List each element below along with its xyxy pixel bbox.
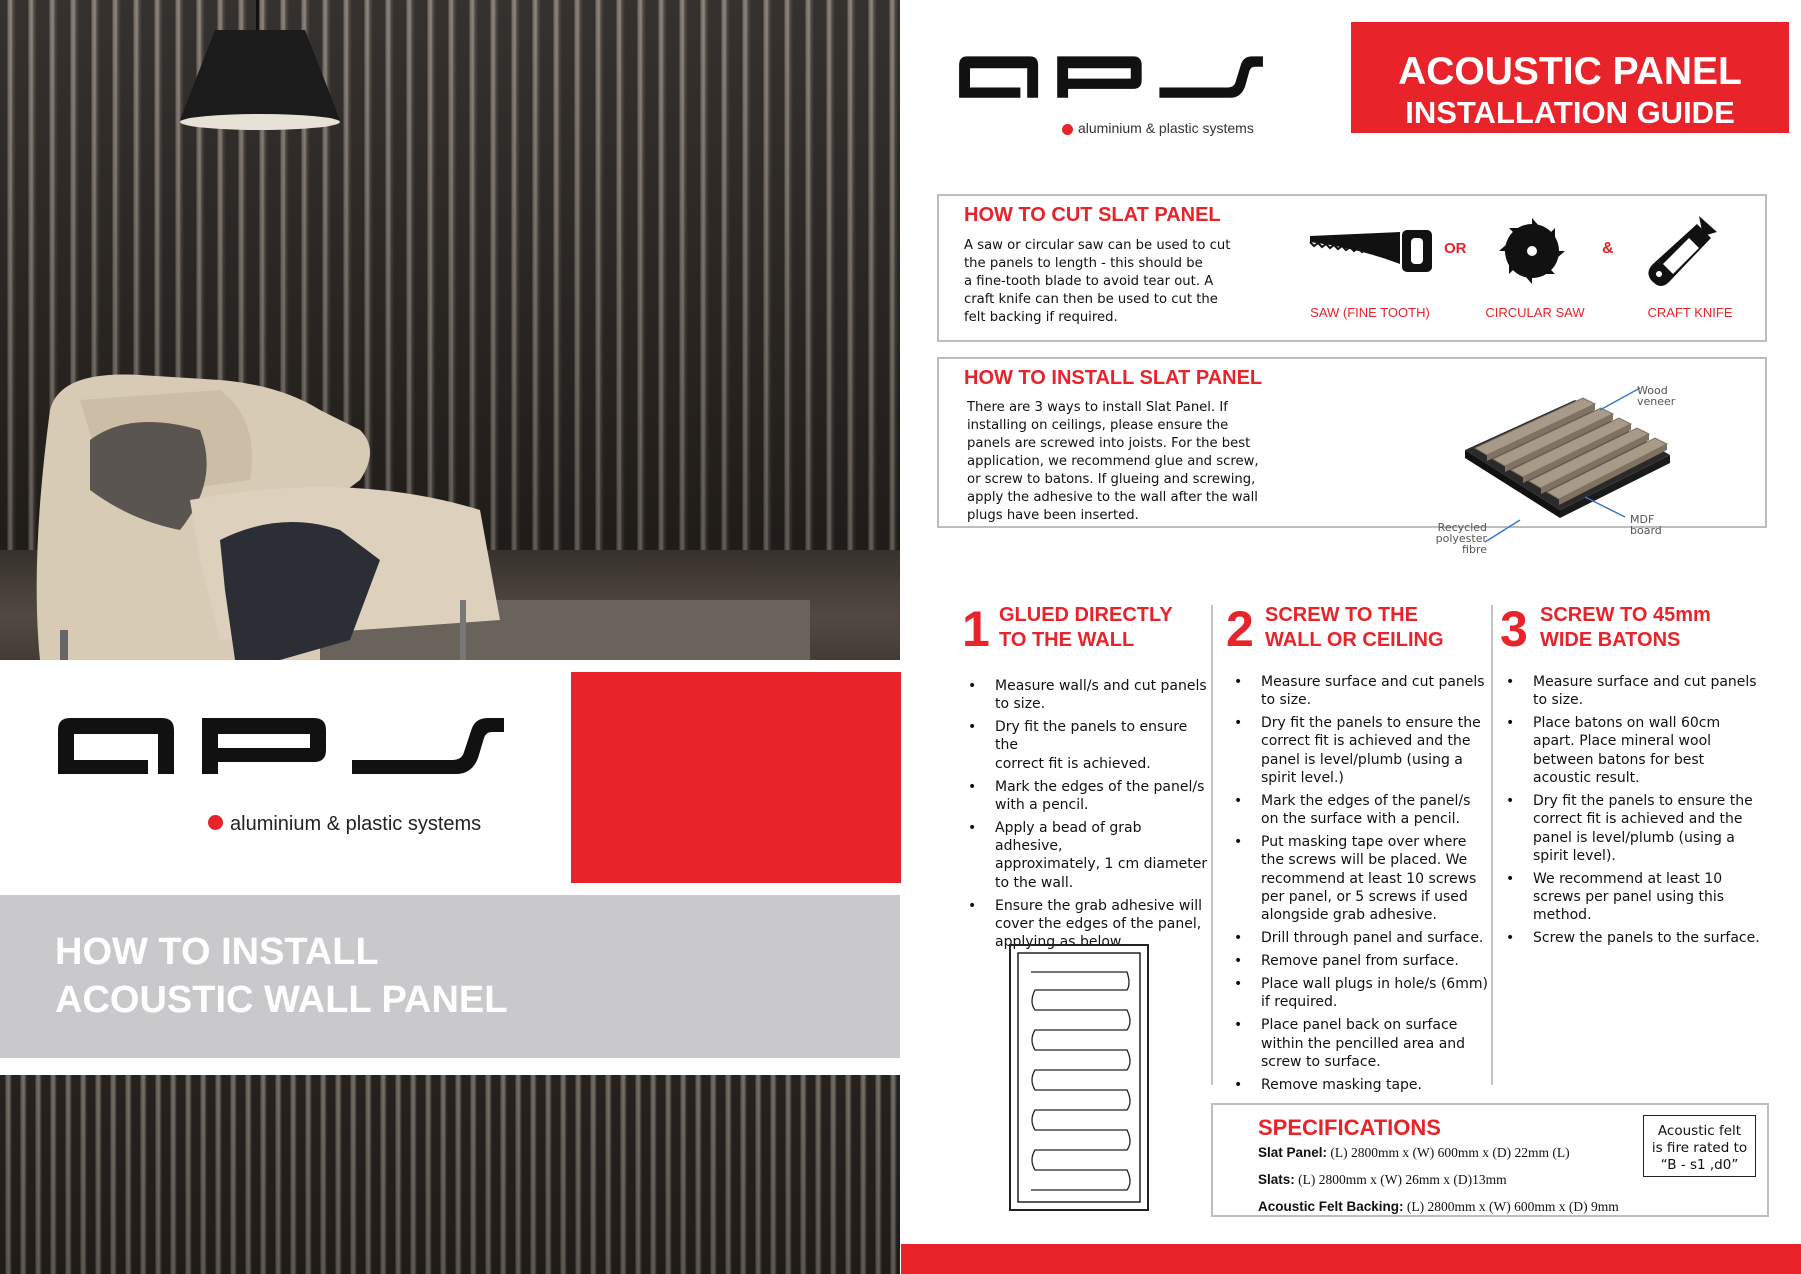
tool-label-craft-knife: CRAFT KNIFE xyxy=(1647,305,1733,320)
column-divider xyxy=(1211,605,1213,1085)
aps-logo-icon xyxy=(955,52,1265,100)
circular-saw-blade-icon xyxy=(1497,216,1567,286)
guide-title-line2: INSTALLATION GUIDE xyxy=(1405,95,1735,130)
tool-label-circular-saw: CIRCULAR SAW xyxy=(1485,305,1585,320)
pendant-lamp-icon xyxy=(175,28,345,138)
column-divider xyxy=(1491,605,1493,1085)
cover-red-block xyxy=(571,672,901,883)
step-1-title: GLUED DIRECTLY TO THE WALL xyxy=(999,604,1173,651)
step-3-number: 3 xyxy=(1500,601,1528,657)
spec-row-slat-panel: Slat Panel: (L) 2800mm x (W) 600mm x (D) 22mm (L) xyxy=(1258,1145,1570,1160)
step-2-item: • Place wall plugs in hole/s (6mm) if required. xyxy=(1231,975,1491,1012)
step-2-title: SCREW TO THE WALL OR CEILING xyxy=(1265,604,1444,651)
cover-title xyxy=(55,928,755,1024)
step-3-item: • Place batons on wall 60cm apart. Place mineral wool between batons for best acoustic result. xyxy=(1503,714,1773,787)
step-1-item: • Ensure the grab adhesive will cover the edges of the panel, applying as below. xyxy=(965,897,1210,952)
step-3-list xyxy=(1503,673,1773,952)
step-2-item: • Remove panel from surface. xyxy=(1231,952,1491,970)
label-wood-veneer: Wood veneer xyxy=(1637,384,1676,408)
step-2-number: 2 xyxy=(1226,601,1254,657)
brand-red-dot xyxy=(208,815,223,830)
craft-knife-icon xyxy=(1643,214,1723,290)
or-connector: OR xyxy=(1444,240,1467,257)
spec-row-felt-backing: Acoustic Felt Backing: (L) 2800mm x (W) 600mm x (D) 9mm xyxy=(1258,1199,1619,1214)
step-2-item: • Dry fit the panels to ensure the correct fit is achieved and the panel is level/plumb (using a spirit level.) xyxy=(1231,714,1491,787)
step-2-item: • Measure surface and cut panels to size. xyxy=(1231,673,1491,710)
footer-red-band xyxy=(901,1244,1801,1274)
cut-section-title: HOW TO CUT SLAT PANEL xyxy=(964,204,1221,226)
tool-label-saw: SAW (FINE TOOTH) xyxy=(1310,305,1430,320)
install-section-title: HOW TO INSTALL SLAT PANEL xyxy=(964,367,1263,389)
guide-title-line1: ACOUSTIC PANEL xyxy=(1398,50,1742,93)
header-logo-subtitle: aluminium & plastic systems xyxy=(1078,120,1254,136)
guide-title-box xyxy=(1351,22,1789,133)
step-2-item: • Drill through panel and surface. xyxy=(1231,929,1491,947)
hand-saw-icon xyxy=(1308,228,1432,274)
slat-panel-diagram xyxy=(1425,380,1765,555)
step-3-item: • We recommend at least 10 screws per panel using this method. xyxy=(1503,870,1773,925)
and-connector: & xyxy=(1602,240,1614,257)
step-3-item: • Dry fit the panels to ensure the correct fit is achieved and the panel is level/plumb (using a spirit level). xyxy=(1503,792,1773,865)
label-recycled-polyester-fibre: Recycled polyester fibre xyxy=(1435,521,1487,556)
cover-photo-slats xyxy=(0,1075,900,1274)
step-1-item: • Mark the edges of the panel/s with a pencil. xyxy=(965,778,1210,815)
install-section-text: There are 3 ways to install Slat Panel. If installing on ceilings, please ensure the panels are screwed into joists. For the best application, we recommend glue and screw, or screw to batons. If glueing and screwing, apply the adhesive to the wall after the wall plugs have been inserted. xyxy=(967,400,1259,523)
step-2-item: • Place panel back on surface within the pencilled area and screw to surface. xyxy=(1231,1016,1491,1071)
step-1-item: • Apply a bead of grab adhesive, approximately, 1 cm diameter to the wall. xyxy=(965,819,1210,892)
label-mdf-board: MDF board xyxy=(1630,513,1662,537)
step-1-item: • Measure wall/s and cut panels to size. xyxy=(965,677,1210,714)
brand-red-dot xyxy=(1062,124,1073,135)
step-1-item: • Dry fit the panels to ensure the correct fit is achieved. xyxy=(965,718,1210,773)
specifications-title: SPECIFICATIONS xyxy=(1258,1115,1441,1140)
step-2-list xyxy=(1231,673,1491,1099)
step-1-list xyxy=(965,677,1210,956)
armchair-illustration xyxy=(20,360,570,660)
step-2-item: • Remove masking tape. xyxy=(1231,1076,1491,1094)
step-1-number: 1 xyxy=(962,601,990,657)
cut-section-text: A saw or circular saw can be used to cut the panels to length - this should be a fine-tooth blade to avoid tear out. A craft knife can then be used to cut the felt backing if required. xyxy=(964,238,1231,325)
step-3-item: • Measure surface and cut panels to size. xyxy=(1503,673,1773,710)
adhesive-pattern-diagram xyxy=(1009,944,1149,1211)
cover-photo-room xyxy=(0,0,900,660)
step-3-title: SCREW TO 45mm WIDE BATONS xyxy=(1540,604,1711,651)
lamp-cord xyxy=(256,0,259,30)
step-3-item: • Screw the panels to the surface. xyxy=(1503,929,1773,947)
cover-logo-subtitle: aluminium & plastic systems xyxy=(230,813,482,835)
cover-title-line2: ACOUSTIC WALL PANEL xyxy=(55,979,508,1021)
aps-logo-icon xyxy=(52,712,507,777)
fire-rating-note: Acoustic felt is fire rated to “B - s1 ,d0” xyxy=(1643,1115,1756,1177)
cover-title-line1: HOW TO INSTALL xyxy=(55,931,379,973)
step-2-item: • Put masking tape over where the screws will be placed. We recommend at least 10 screws per panel, or 5 screws if used alongside grab adhesive. xyxy=(1231,833,1491,924)
step-2-item: • Mark the edges of the panel/s on the surface with a pencil. xyxy=(1231,792,1491,829)
spec-row-slats: Slats: (L) 2800mm x (W) 26mm x (D)13mm xyxy=(1258,1172,1507,1187)
